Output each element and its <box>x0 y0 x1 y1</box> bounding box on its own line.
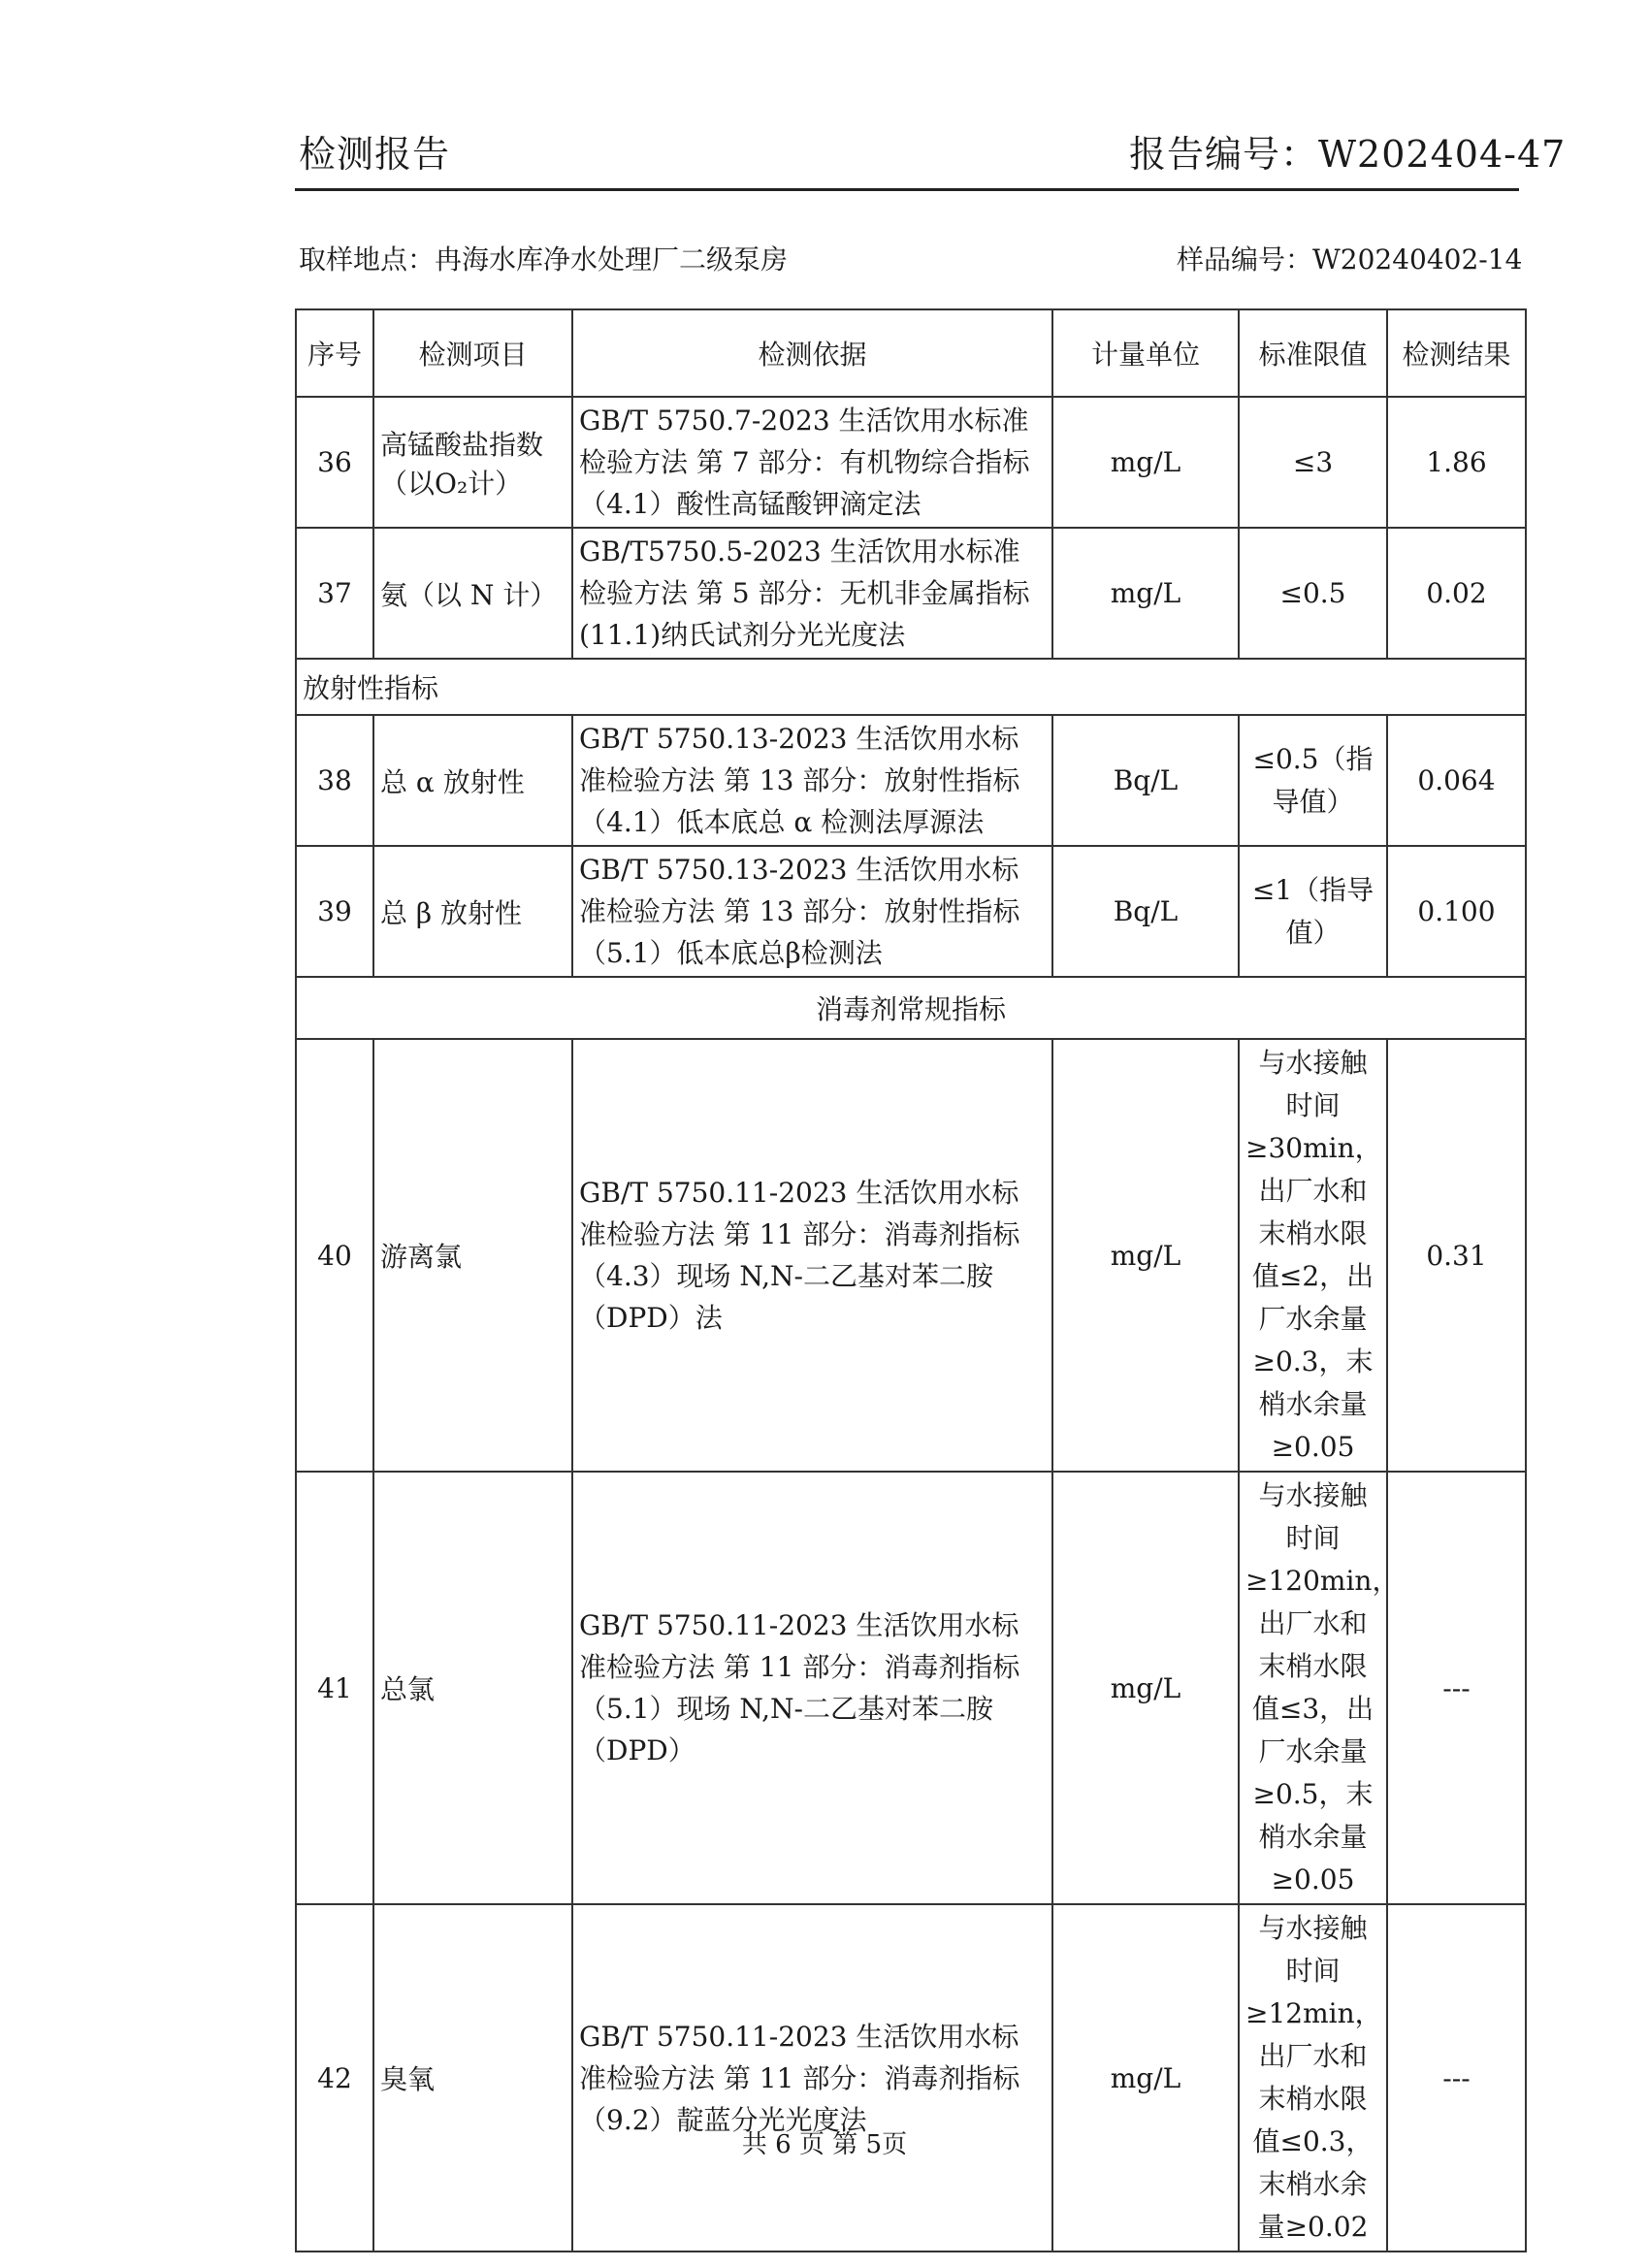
section-row <box>296 659 1526 715</box>
table-header-row <box>296 309 1526 397</box>
header-no: 序号 <box>296 309 373 397</box>
row-item: 总 α 放射性 <box>373 715 572 846</box>
page-counter: 共 6 页 第 5页 <box>741 2130 908 2159</box>
header-limit: 标准限值 <box>1239 309 1387 397</box>
row-item: 臭氧 <box>373 1904 572 2252</box>
row-item: 氨（以 N 计） <box>373 528 572 659</box>
row-basis: GB/T 5750.11-2023 生活饮用水标准检验方法 第 11 部分：消毒剂指标（9.2）靛蓝分光光度法 <box>572 1904 1052 2252</box>
table-row <box>296 528 1526 659</box>
table-row <box>296 397 1526 528</box>
sample-number: 样品编号：W20240402-14 <box>1177 243 1523 275</box>
row-result: 1.86 <box>1387 397 1526 528</box>
header-basis: 检测依据 <box>572 309 1052 397</box>
row-result: 0.02 <box>1387 528 1526 659</box>
row-basis: GB/T 5750.11-2023 生活饮用水标准检验方法 第 11 部分：消毒剂指标（5.1）现场 N,N-二乙基对苯二胺（DPD） <box>572 1472 1052 1904</box>
table-row <box>296 846 1526 977</box>
row-basis: GB/T 5750.7-2023 生活饮用水标准检验方法 第 7 部分：有机物综合指标（4.1）酸性高锰酸钾滴定法 <box>572 397 1052 528</box>
table-row <box>296 1904 1526 2252</box>
row-no: 37 <box>296 528 373 659</box>
row-limit: ≤1（指导值） <box>1239 846 1387 977</box>
row-no: 42 <box>296 1904 373 2252</box>
row-unit: mg/L <box>1052 397 1239 528</box>
row-result: 0.064 <box>1387 715 1526 846</box>
report-number: 报告编号：W202404-47 <box>1129 133 1567 176</box>
header-result: 检测结果 <box>1387 309 1526 397</box>
row-limit: 与水接触时间≥30min，出厂水和末梢水限值≤2，出厂水余量≥0.3，末梢水余量≥0.05 <box>1239 1039 1387 1472</box>
row-result: 0.31 <box>1387 1039 1526 1472</box>
header-item: 检测项目 <box>373 309 572 397</box>
row-basis: GB/T5750.5-2023 生活饮用水标准检验方法 第 5 部分：无机非金属指标(11.1)纳氏试剂分光光度法 <box>572 528 1052 659</box>
row-no: 38 <box>296 715 373 846</box>
row-no: 41 <box>296 1472 373 1904</box>
row-basis: GB/T 5750.11-2023 生活饮用水标准检验方法 第 11 部分：消毒剂指标（4.3）现场 N,N-二乙基对苯二胺（DPD）法 <box>572 1039 1052 1472</box>
row-no: 39 <box>296 846 373 977</box>
row-item: 总氯 <box>373 1472 572 1904</box>
row-no: 40 <box>296 1039 373 1472</box>
row-result: 0.100 <box>1387 846 1526 977</box>
report-title: 检测报告 <box>299 133 451 176</box>
row-unit: mg/L <box>1052 1472 1239 1904</box>
row-result: --- <box>1387 1472 1526 1904</box>
row-no: 36 <box>296 397 373 528</box>
results-table <box>295 308 1527 2252</box>
section-disinfectant: 消毒剂常规指标 <box>296 977 1526 1039</box>
row-item: 总 β 放射性 <box>373 846 572 977</box>
header-divider <box>295 188 1519 191</box>
row-unit: Bq/L <box>1052 715 1239 846</box>
row-basis: GB/T 5750.13-2023 生活饮用水标准检验方法 第 13 部分：放射性指标（4.1）低本底总 α 检测法厚源法 <box>572 715 1052 846</box>
row-limit: 与水接触时间≥12min，出厂水和末梢水限值≤0.3，末梢水余量≥0.02 <box>1239 1904 1387 2252</box>
row-limit: ≤0.5（指导值） <box>1239 715 1387 846</box>
row-unit: mg/L <box>1052 1904 1239 2252</box>
table-row <box>296 1039 1526 1472</box>
sampling-location: 取样地点：冉海水库净水处理厂二级泵房 <box>299 243 789 275</box>
section-row <box>296 977 1526 1039</box>
row-unit: mg/L <box>1052 528 1239 659</box>
row-limit: ≤3 <box>1239 397 1387 528</box>
table-row <box>296 1472 1526 1904</box>
row-basis: GB/T 5750.13-2023 生活饮用水标准检验方法 第 13 部分：放射性指标（5.1）低本底总β检测法 <box>572 846 1052 977</box>
row-limit: ≤0.5 <box>1239 528 1387 659</box>
row-item: 游离氯 <box>373 1039 572 1472</box>
table-row <box>296 715 1526 846</box>
row-result: --- <box>1387 1904 1526 2252</box>
header-unit: 计量单位 <box>1052 309 1239 397</box>
row-unit: mg/L <box>1052 1039 1239 1472</box>
row-unit: Bq/L <box>1052 846 1239 977</box>
section-radioactivity: 放射性指标 <box>296 659 1526 715</box>
row-item: 高锰酸盐指数（以O₂计） <box>373 397 572 528</box>
row-limit: 与水接触时间≥120min，出厂水和末梢水限值≤3，出厂水余量≥0.5，末梢水余量≥0.05 <box>1239 1472 1387 1904</box>
